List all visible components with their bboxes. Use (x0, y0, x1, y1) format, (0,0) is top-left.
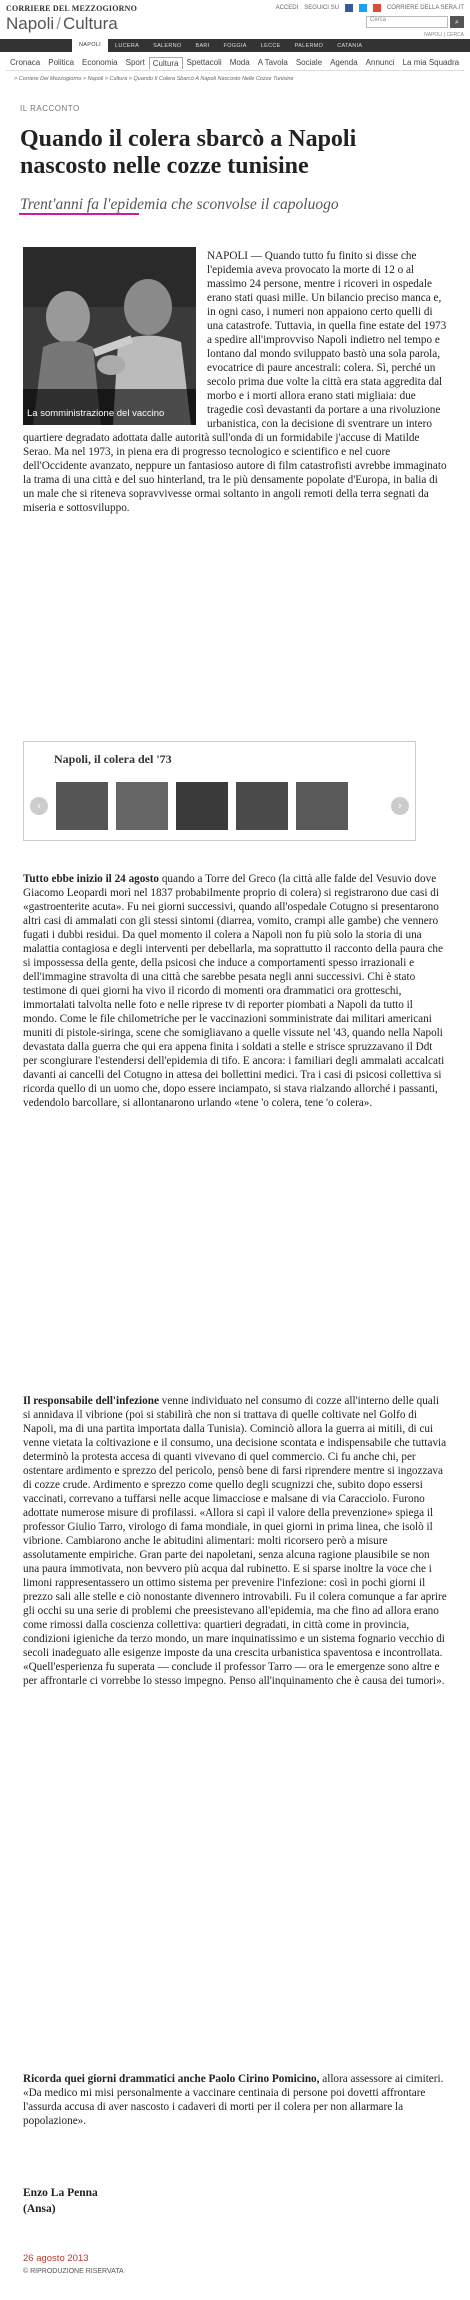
paragraph-text: quando a Torre del Greco (la città alle falde del Vesuvio dove Giacomo Leopardi morì nel 1837 probabilmente proprio di colera) si registrarono due casi di «gastroenterite acuta». Fu nei giorni successivi, quando all'ospedale Cotugno si presentarono altri casi di ammalati con gli stessi sintomi (diarrea, vomito, crampi alle gambe) che vennero fugati i dubbi residui. Da quel momento il colera a Napoli non fu più solo la storia di una malattia contagiosa e degli interventi per debellarla, ma soprattutto il racconto della paura che si impossessa della gente, della psicosi che induce a comportamenti spesso irrazionali e dell'immagine stravolta di una città che sarebbe pesata negli anni successivi. Chi è stato testimone di quei giorni ha vivo il ricordo di momenti ora drammatici ora grotteschi, immortalati talvolta nelle foto e nelle riprese tv di reporter piombati a Napoli da tutto il mondo. Come le file chilometriche per le vaccinazioni somministrate dai militari americani muniti di pistole-siringa, scene che somigliavano a quelle vissute nel '43, quando nella Napoli devastata dalla guerra che qui era appena finita i soldati a stelle e strisce spruzzavano il Ddt per scongiurare l'estendersi dell'epidemia di tifo. E ancora: i familiari degli ammalati accalcati davanti ai cancelli del Cotugno in attesa dei bollettini medici. Tra i casi di psicosi collettiva si ricorda quello di un uomo che, dopo essere inciampato, si stava rialzando allorché i passanti, vedendolo barcollare, si allontanarono urlando «tene 'o colera, tene 'o colera». (23, 873, 445, 1109)
top-links (276, 4, 464, 12)
twitter-icon[interactable] (359, 4, 367, 12)
nav-item[interactable]: Sociale (295, 58, 323, 67)
nav-item[interactable]: Economia (82, 58, 118, 67)
paragraph-lead-in: Tutto ebbe inizio il 24 agosto (23, 873, 160, 885)
article-subtitle: Trent'anni fa l'epidemia che sconvolse il capoluogo (20, 196, 339, 213)
paragraph-text: allora assessore ai cimiteri. «Da medico mi misi personalmente a vaccinare centinaia di persone poi dovetti affrontare l'assurda accusa di aver nascosto i cadaveri di morti per il colera per non allarmare la popolazione». (23, 2073, 444, 2127)
article-lead (23, 249, 448, 515)
nav-item[interactable]: Spettacoli (186, 58, 222, 67)
corriere-link[interactable]: CORRIERE DELLA SERA.IT (386, 5, 464, 11)
chevron-right-icon: › (397, 799, 403, 812)
article-headline: Quando il colera sbarcò a Napoli nascosto nelle cozze tunisine (20, 126, 357, 179)
city-tab[interactable]: LECCE (260, 42, 281, 49)
article-date: 26 agosto 2013 (23, 2253, 89, 2264)
city-tab[interactable]: PALERMO (294, 42, 324, 49)
nav-item[interactable]: La mia Squadra (402, 58, 460, 67)
facebook-icon[interactable] (345, 4, 353, 12)
article-author: Enzo La Penna (23, 2187, 98, 2199)
gallery-thumbnail[interactable] (116, 782, 168, 830)
article-agency: (Ansa) (23, 2203, 56, 2215)
nav-item[interactable]: A Tavola (257, 58, 288, 67)
follow-label: SEGUICI SU (304, 5, 339, 11)
nav-item[interactable]: Moda (229, 58, 250, 67)
highlight-underline (19, 213, 139, 215)
search-button[interactable] (450, 16, 464, 28)
city-tab[interactable]: LUCERA (114, 42, 140, 49)
section-title: Napoli / Cultura (6, 14, 118, 33)
article-paragraph-2 (23, 1394, 448, 1688)
paper-logo[interactable]: CORRIERE DEL MEZZOGIORNO (6, 4, 138, 13)
paragraph-lead-in: Ricorda quei giorni drammatici anche Paolo Cirino Pomicino, (23, 2073, 320, 2085)
breadcrumb[interactable]: > Corriere Del Mezzogiorno > Napoli > Cultura > Quando Il Colera Sbarcò A Napoli Nascosto Nelle Cozze Tunisine (14, 76, 294, 82)
section-name[interactable]: Napoli (6, 14, 55, 33)
gallery-thumbnail[interactable] (56, 782, 108, 830)
paragraph-text: venne individuato nel consumo di cozze all'interno delle quali si annidava il vibrione (poi si stabilirà che non si trattava di quelle coltivate nel Golfo di Napoli, ma di una partita importata dalla Tunisia). Cominciò allora la guerra ai mitili, di cui venne vietata la coltivazione e il consumo, una decisione scontata e indispensabile che tuttavia determinò la protesta accesa di quanti vivevano di quel commercio. Ci fu anche chi, per ostentare ardimento e sprezzo del pericolo, pensò bene di farsi riprendere mentre si ingozzava di cozze crude. Ardimento e sprezzo come quello degli scugnizzi che, subito dopo essersi vaccinati, correvano a tuffarsi nelle acque limacciose e malsane di via Caracciolo. Furono adottate numerose misure di profilassi. «Allora si capì il valore della prevenzione» spiega il professor Giulio Tarro, virologo di fama mondiale, in quei giorni in prima linea, che isolò il vibrione. Cambiarono anche le abitudini alimentari: molti ricorsero però a misure assolutamente empiriche. Gran parte dei napoletani, senza alcuna ragione plausibile se non una paura immotivata, non bevvero più acqua dal rubinetto. E si sparse inoltre la voce che i limoni rappresentassero un ottimo sistema per prevenire l'infezione: così in pochi giorni il prezzo sali alle stelle e ciò nonostante divennero introvabili. Fu il colera comunque a far aprire gli occhi su una serie di problemi che preesistevano all'epidemia, ma che fino ad allora erano come rimossi dalla coscienza collettiva: quartieri degradati, in città come in provincia, condizioni igieniche da terzo mondo, un mare inquinatissimo e un sistema fognario vecchio di secoli inadeguato alle esigenze imposte da una crescita urbanistica spaventosa e incontrollata. «Quell'esperienza fu superata — conclude il professor Tarro — ora le emergenze sono altre e per affrontarle ci vorrebbe lo stesso impegno. Penso all'inquinamento che è causa dei tumori». (23, 1395, 447, 1687)
masthead (0, 0, 470, 52)
gallery-title: Napoli, il colera del '73 (54, 752, 172, 766)
gallery-prev-button[interactable] (30, 797, 48, 815)
nav-item[interactable]: Annunci (365, 58, 395, 67)
photo-gallery (23, 741, 416, 841)
city-tab[interactable]: BARI (195, 42, 210, 49)
lead-paragraph: NAPOLI — Quando tutto fu finito si disse che l'epidemia aveva provocato la morte di 12 o al massimo 24 persone, mentre i ricoveri in ospedale erano stati quasi mille. Un bilancio preciso manca e, in ogni caso, i numeri non appaiono certo quelli di una catastrofe. Tuttavia, in quella fine estate del 1973 a spedire all'improvviso Napoli indietro nel tempo e lontano dal mondo sviluppato bastò una sola parola, evocatrice di paure ancestrali: colera. Sì, perché un secolo prima due volte la città era stata aggredita dal morbo e i morti allora erano stati migliaia: due tragedie così devastanti da portare a una rivoluzione urbanistica, con la decisione di sventrare un intero quartiere degradato adottata dalle autorità sull'onda di un formidabile j'accuse di Matilde Serao. Ma nel 1973, in piena era di progresso tecnologico e scientifico e nel cuore dell'Occidente avanzato, neppure un fantasioso autore di film catastrofisti avrebbe immaginato la trama di una città e del suo hinterland, tra le più densamente popolate d'Europa, in balia di un male che si riteneva sopravvivesse ormai soltanto in angoli remoti della terra segnati da miseria e sottosviluppo. (23, 250, 447, 514)
sub-section-name[interactable]: Cultura (62, 14, 118, 33)
city-tab[interactable]: FOGGIA (223, 42, 247, 49)
city-bar (0, 39, 470, 52)
article-kicker: IL RACCONTO (20, 104, 80, 113)
login-link[interactable]: ACCEDI (275, 5, 299, 11)
nav-item[interactable]: Politica (48, 58, 75, 67)
city-tab[interactable]: SALERNO (153, 42, 182, 49)
city-tab-napoli[interactable]: NAPOLI (72, 39, 108, 52)
nav-item[interactable]: Sport (125, 58, 145, 67)
gallery-thumbnail[interactable] (176, 782, 228, 830)
nav-item[interactable]: Agenda (330, 58, 358, 67)
paragraph-lead-in: Il responsabile dell'infezione (23, 1395, 159, 1407)
chevron-left-icon: ‹ (36, 799, 42, 812)
rights-notice: © RIPRODUZIONE RISERVATA (23, 2268, 124, 2275)
nav-item-active[interactable]: Cultura (149, 57, 183, 69)
photo-spacer (23, 249, 207, 425)
gallery-thumbnail[interactable] (236, 782, 288, 830)
util-links[interactable]: NAPOLI | CERCA (424, 32, 464, 38)
nav-item[interactable]: Cronaca (10, 58, 41, 67)
section-nav (6, 55, 464, 71)
googleplus-icon[interactable] (373, 4, 381, 12)
search-icon: ⌕ (455, 18, 459, 26)
gallery-next-button[interactable] (391, 797, 409, 815)
photo-caption: La somministrazione del vaccino (27, 408, 165, 419)
search-input[interactable]: Cerca (366, 16, 448, 28)
city-tab[interactable]: CATANIA (337, 42, 363, 49)
gallery-thumbnail[interactable] (296, 782, 348, 830)
article-paragraph-1 (23, 872, 448, 1110)
article-paragraph-3 (23, 2072, 448, 2128)
